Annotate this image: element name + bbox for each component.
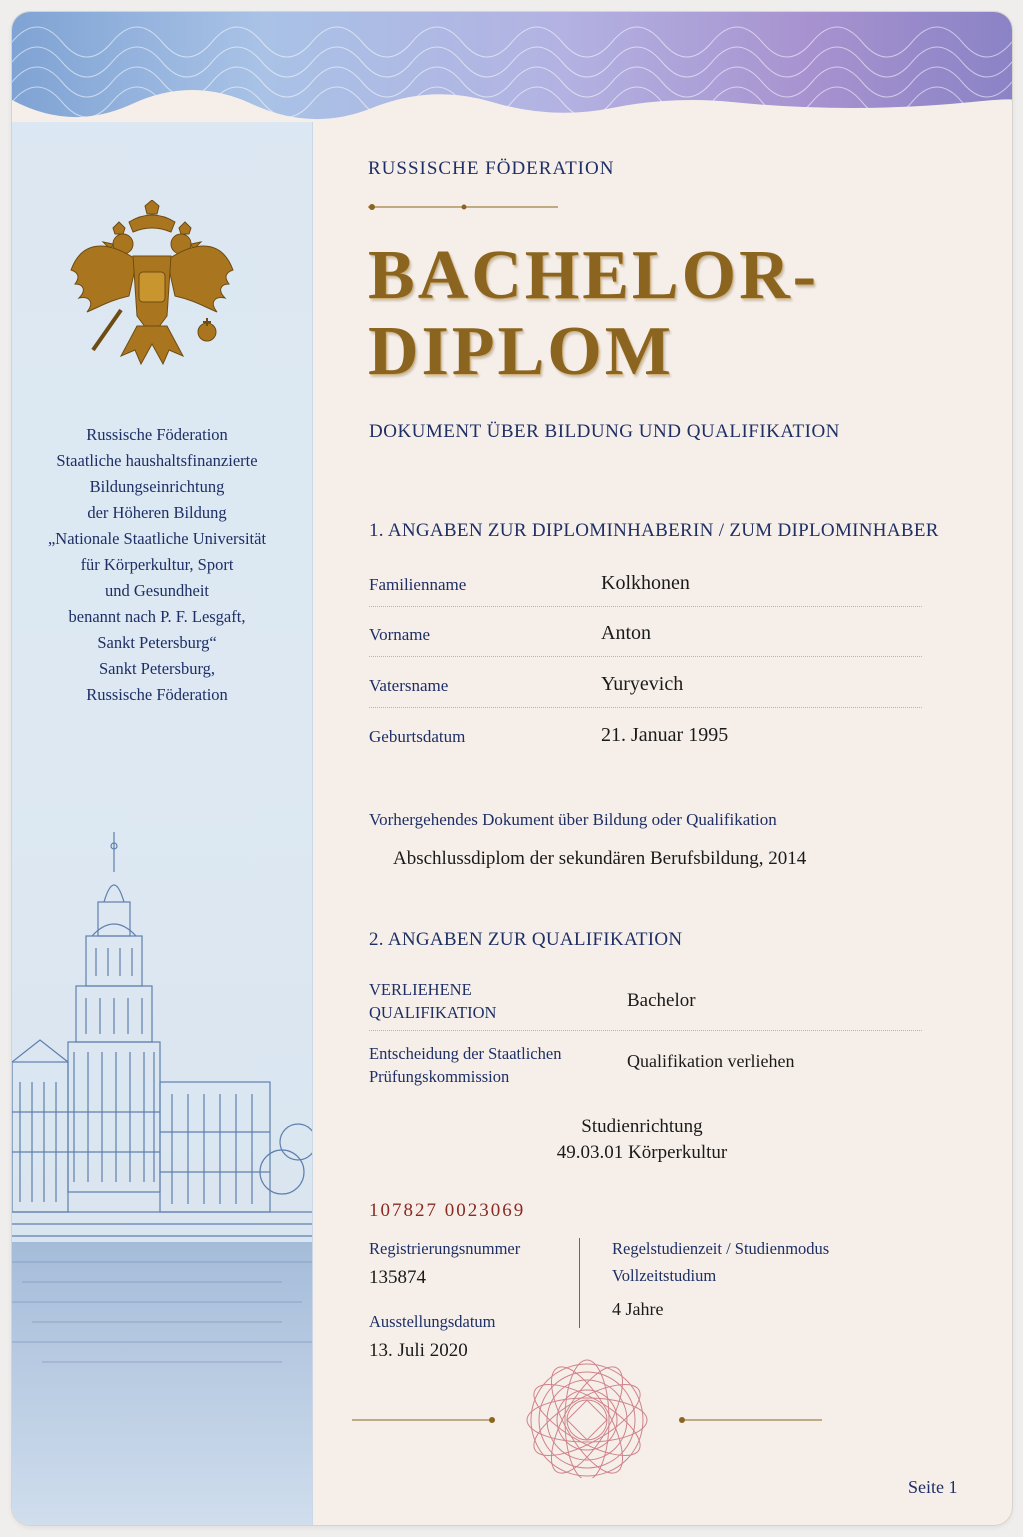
document-subtitle: DOKUMENT ÜBER BILDUNG UND QUALIFIKATION xyxy=(369,421,840,442)
decision-label xyxy=(369,1042,561,1088)
field-label-birthdate: Geburtsdatum xyxy=(369,727,466,746)
title-line: DIPLOM xyxy=(368,313,674,390)
field-label-surname: Familienname xyxy=(369,575,467,594)
sidebar-line: Staatliche haushaltsfinanzierte xyxy=(56,451,258,470)
diploma-serial-number: 107827 0023069 xyxy=(369,1200,526,1221)
row-divider xyxy=(369,656,922,657)
row-divider xyxy=(369,1030,922,1031)
section-1-heading: 1. ANGABEN ZUR DIPLOMINHABERIN / ZUM DIPLOMINHABER xyxy=(369,520,939,541)
study-field-value: 49.03.01 Körperkultur xyxy=(556,1142,728,1163)
qualification-label-line: VERLIEHENE xyxy=(369,980,472,999)
sidebar-line: und Gesundheit xyxy=(104,581,210,600)
issue-date-value: 13. Juli 2020 xyxy=(369,1340,468,1361)
sidebar-line: benannt nach P. F. Lesgaft, xyxy=(68,607,246,626)
previous-document-value: Abschlussdiplom der sekundären Berufsbildung, 2014 xyxy=(393,848,807,869)
field-value-surname: Kolkhonen xyxy=(601,572,690,594)
field-value-first-name: Anton xyxy=(601,622,651,644)
study-field xyxy=(482,1114,802,1166)
study-field-label: Studienrichtung xyxy=(581,1116,703,1137)
vertical-divider xyxy=(579,1238,580,1328)
study-mode-value: Vollzeitstudium xyxy=(612,1266,717,1285)
field-label-patronymic: Vatersname xyxy=(369,676,449,695)
sidebar-line: Sankt Petersburg“ xyxy=(97,633,217,652)
sidebar-line: für Körperkultur, Sport xyxy=(80,555,234,574)
diploma-page xyxy=(12,12,1012,1525)
previous-document-label: Vorhergehendes Dokument über Bildung oder Qualifikation xyxy=(369,810,777,829)
sidebar-line: Russische Föderation xyxy=(86,425,228,444)
sidebar-line: „Nationale Staatliche Universität xyxy=(47,529,267,548)
section-2-heading: 2. ANGABEN ZUR QUALIFIKATION xyxy=(369,929,683,950)
sidebar-line: Sankt Petersburg, xyxy=(98,659,216,678)
field-value-birthdate: 21. Januar 1995 xyxy=(601,724,729,746)
institution-name xyxy=(12,422,302,708)
qualification-label xyxy=(369,978,496,1024)
ornament-divider-icon xyxy=(368,202,558,212)
double-headed-eagle-emblem-icon xyxy=(67,200,237,380)
diploma-title xyxy=(368,238,819,390)
sidebar-panel xyxy=(12,12,313,1525)
study-period-label: Regelstudienzeit / Studienmodus xyxy=(612,1239,830,1258)
kunstkamera-building-engraving-icon xyxy=(12,832,312,1525)
decision-value: Qualifikation verliehen xyxy=(627,1051,795,1071)
title-line: BACHELOR- xyxy=(368,237,819,314)
study-duration-value: 4 Jahre xyxy=(612,1299,664,1319)
row-divider xyxy=(369,707,922,708)
country-header: RUSSISCHE FÖDERATION xyxy=(368,158,615,179)
registration-label: Registrierungsnummer xyxy=(369,1239,521,1258)
main-content xyxy=(312,12,1012,1525)
qualification-value: Bachelor xyxy=(627,990,696,1011)
field-label-first-name: Vorname xyxy=(369,625,431,644)
sidebar-line: Russische Föderation xyxy=(86,685,228,704)
decision-label-line: Prüfungskommission xyxy=(369,1067,510,1086)
sidebar-line: Bildungseinrichtung xyxy=(89,477,225,496)
decision-label-line: Entscheidung der Staatlichen xyxy=(369,1044,562,1063)
row-divider xyxy=(369,606,922,607)
qualification-label-line: QUALIFIKATION xyxy=(369,1003,497,1022)
rosette-seal-icon xyxy=(352,1358,822,1478)
sidebar-line: der Höheren Bildung xyxy=(87,503,227,522)
registration-value: 135874 xyxy=(369,1267,426,1288)
issue-date-label: Ausstellungsdatum xyxy=(369,1312,496,1331)
page-number: Seite 1 xyxy=(908,1477,958,1497)
field-value-patronymic: Yuryevich xyxy=(601,673,684,695)
